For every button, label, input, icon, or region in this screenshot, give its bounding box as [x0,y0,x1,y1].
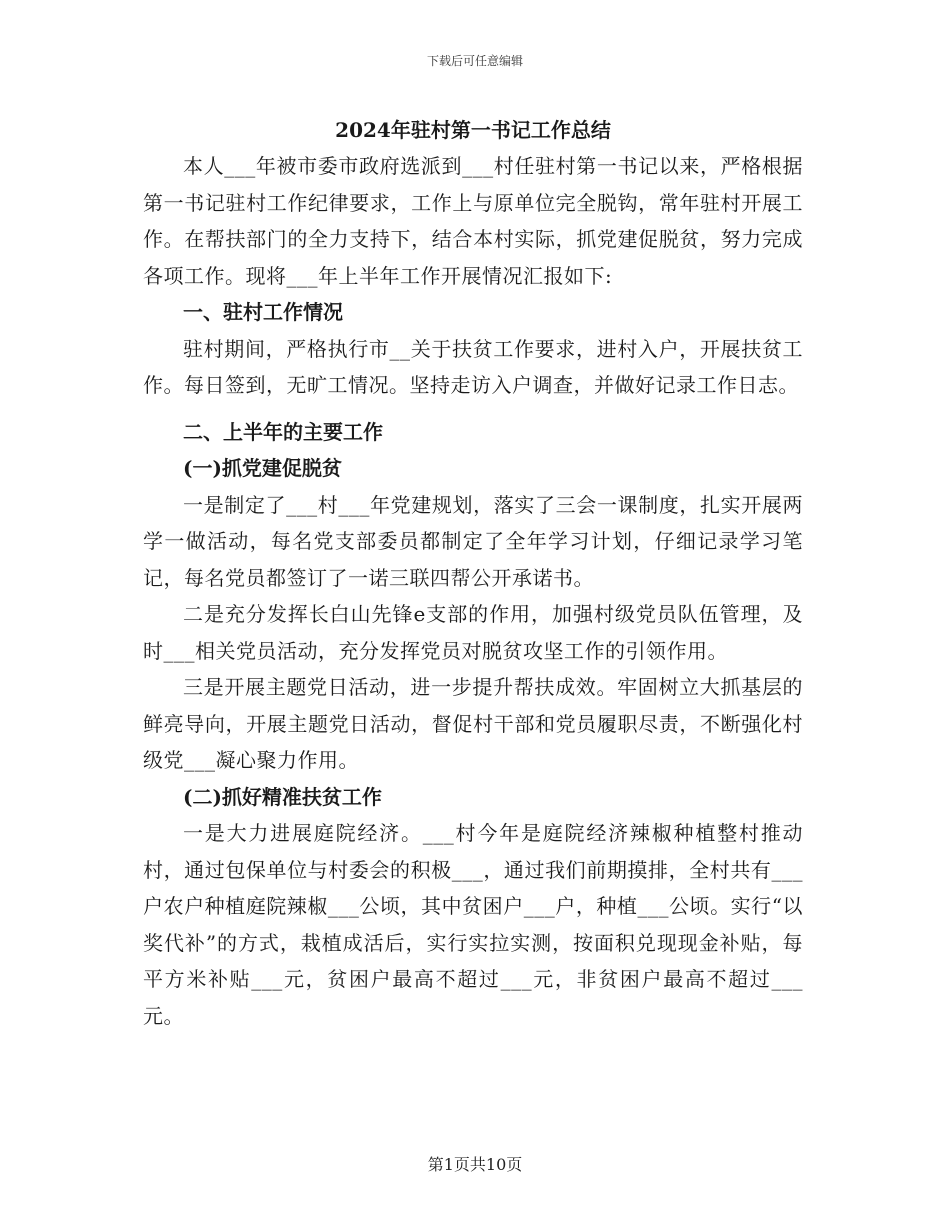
subsection-1-paragraph-1: 一是制定了___村___年党建规划，落实了三会一课制度，扎实开展两学一做活动，每名党支部委员都制定了全年学习计划，仔细记录学习笔记，每名党员都签订了一诺三联四帮公开承诺书。 [143,492,803,590]
document-title: 2024年驻村第一书记工作总结 [335,118,611,142]
subsection-2-paragraph-1: 一是大力进展庭院经济。___村今年是庭院经济辣椒种植整村推动村，通过包保单位与村委会的积极___，通过我们前期摸排，全村共有___户农户种植庭院辣椒___公顷，其中贫困户___户，种植___公顷。实行“以奖代补”的方式，栽植成活后，实行实拉实测，按面积兑现现金补贴，每平方米补贴___元，贫困户最高不超过___元，非贫困户最高不超过___元。 [143,821,803,1028]
subsection-heading-1: (一)抓党建促脱贫 [183,456,342,480]
subsection-1-paragraph-2: 二是充分发挥长白山先锋e支部的作用，加强村级党员队伍管理，及时___相关党员活动，充分发挥党员对脱贫攻坚工作的引领作用。 [143,602,803,663]
section-1-paragraph: 驻村期间，严格执行市__关于扶贫工作要求，进村入户，开展扶贫工作。每日签到，无旷工情况。坚持走访入户调查，并做好记录工作日志。 [143,336,803,397]
document-body [143,112,803,1034]
page-footer: 第1页共10页 [427,1155,523,1174]
section-heading-2: 二、上半年的主要工作 [183,419,383,444]
section-heading-1: 一、驻村工作情况 [183,300,343,324]
subsection-1-paragraph-3: 三是开展主题党日活动，进一步提升帮扶成效。牢固树立大抓基层的鲜亮导向，开展主题党日活动，督促村干部和党员履职尽责，不断强化村级党___凝心聚力作用。 [143,675,803,772]
header-note: 下载后可任意编辑 [426,54,523,68]
intro-paragraph: 本人___年被市委市政府选派到___村任驻村第一书记以来，严格根据第一书记驻村工作纪律要求，工作上与原单位完全脱钩，常年驻村开展工作。在帮扶部门的全力支持下，结合本村实际，抓党建促脱贫，努力完成各项工作。现将___年上半年工作开展情况汇报如下: [143,154,803,288]
subsection-heading-2: (二)抓好精准扶贫工作 [183,784,382,809]
